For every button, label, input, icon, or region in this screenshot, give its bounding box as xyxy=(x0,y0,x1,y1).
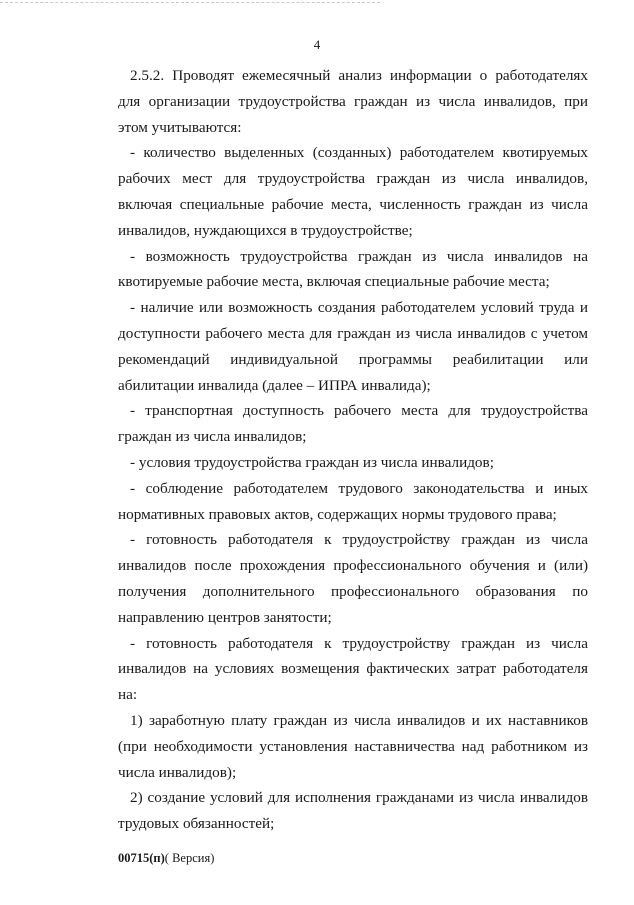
sub-item-1-wages: 1) заработную плату граждан из числа инвалидов и их наставников (при необходимости установления наставничества над работником из числа инвалидов); xyxy=(118,711,588,781)
page-number: 4 xyxy=(313,37,321,52)
sub-item-2-conditions: 2) создание условий для исполнения гражданами из числа инвалидов трудовых обязанностей; xyxy=(118,789,588,833)
list-item-working-conditions: - наличие или возможность создания работодателем условий труда и доступности рабочего места для граждан из числа инвалидов с учетом рекомендаций индивидуальной программы реабилитации или абилитации инвалида (далее – ИПРА инвалида); xyxy=(118,299,588,394)
document-code: 00715(п) xyxy=(118,851,165,865)
scan-edge-line xyxy=(0,2,380,3)
list-item-quota-jobs: - количество выделенных (созданных) работодателем квотируемых рабочих мест для трудоустройства граждан из числа инвалидов, включая специальные рабочие места, численность граждан из числа инвалидов, нуждающихся в трудоустройстве; xyxy=(118,144,588,239)
list-item-readiness-cost-reimbursement: - готовность работодателя к трудоустройству граждан из числа инвалидов на условиях возмещения фактических затрат работодателя на: xyxy=(118,634,588,704)
list-item-employment-possibility: - возможность трудоустройства граждан из числа инвалидов на квотируемые рабочие места, включая специальные рабочие места; xyxy=(118,247,588,291)
list-item-employment-terms: - условия трудоустройства граждан из числа инвалидов; xyxy=(130,453,494,471)
document-version-label: ( Версия) xyxy=(164,851,215,865)
document-footer xyxy=(118,851,214,866)
paragraph-2-5-2: 2.5.2. Проводят ежемесячный анализ информации о работодателях для организации трудоустройства граждан из числа инвалидов, при этом учитываются: xyxy=(118,67,588,136)
list-item-labor-law-compliance: - соблюдение работодателем трудового законодательства и иных нормативных правовых актов, содержащих нормы трудового права; xyxy=(118,479,588,523)
document-body xyxy=(118,63,588,837)
list-item-readiness-after-training: - готовность работодателя к трудоустройству граждан из числа инвалидов после прохождения профессионального обучения и (или) получения дополнительного профессионального образования по направлению центров занятости; xyxy=(118,531,588,626)
list-item-transport-access: - транспортная доступность рабочего места для трудоустройства граждан из числа инвалидов; xyxy=(118,402,588,446)
